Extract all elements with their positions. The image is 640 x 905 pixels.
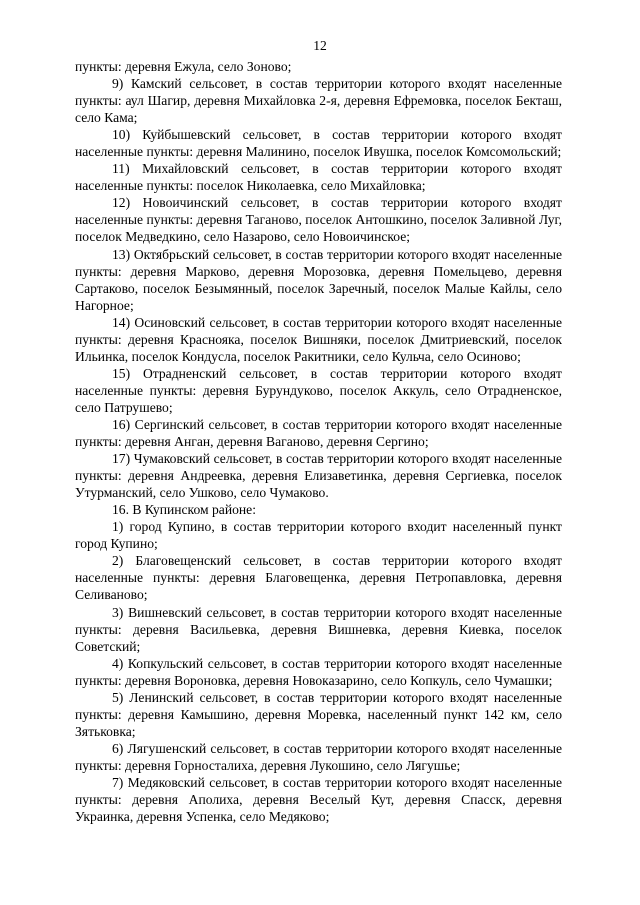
paragraph: 10) Куйбышевский сельсовет, в состав территории которого входят населенные пункты: деревня Малинино, поселок Ивушка, поселок Комсомольский; [75,127,562,160]
paragraph: 7) Медяковский сельсовет, в состав территории которого входят населенные пункты: деревня Аполиха, деревня Веселый Кут, деревня Спасск, деревня Украинка, деревня Успенка, село Медяково; [75,774,562,825]
paragraph: 14) Осиновский сельсовет, в состав территории которого входят населенные пункты: деревня Краснояка, поселок Вишняки, поселок Дмитриевский, поселок Ильинка, поселок Кондусла, поселок Ракитники, село Кульча, село Осиново; [75,314,562,364]
paragraph: 17) Чумаковский сельсовет, в состав территории которого входят населенные пункты: деревня Андреевка, деревня Елизаветинка, деревня Сергиевка, поселок Утурманский, село Ушково, село Чумаково. [75,451,562,501]
document-body [75,58,562,825]
paragraph: 16. В Купинском районе: [112,502,256,518]
paragraph: 6) Лягушенский сельсовет, в состав территории которого входят населенные пункты: деревня Горносталиха, деревня Лукошино, село Лягушье; [75,740,562,773]
paragraph: 15) Отрадненский сельсовет, в состав территории которого входят населенные пункты: деревня Бурундуково, поселок Аккуль, село Отрадненское, село Патрушево; [75,365,562,415]
paragraph: 1) город Купино, в состав территории которого входит населенный пункт город Купино; [75,519,562,552]
paragraph: 9) Камский сельсовет, в состав территории которого входят населенные пункты: аул Шагир, деревня Михайловка 2-я, деревня Ефремовка, поселок Бекташ, село Кама; [75,76,562,126]
paragraph: 3) Вишневский сельсовет, в состав территории которого входят населенные пункты: деревня Васильевка, деревня Вишневка, деревня Киевка, поселок Советский; [75,604,562,654]
paragraph: 16) Сергинский сельсовет, в состав территории которого входят населенные пункты: деревня Анган, деревня Ваганово, деревня Сергино; [75,416,562,450]
paragraph: 4) Копкульский сельсовет, в состав территории которого входят населенные пункты: деревня Вороновка, деревня Новоказарино, село Копкуль, село Чумашки; [75,655,562,688]
paragraph: 13) Октябрьский сельсовет, в состав территории которого входят населенные пункты: деревня Марково, деревня Морозовка, деревня Помельцево, деревня Сартаково, поселок Безымянный, поселок Заречный, поселок Малые Кайлы, село Нагорное; [75,246,562,313]
paragraph: 11) Михайловский сельсовет, в состав территории которого входят населенные пункты: поселок Николаевка, село Михайловка; [75,161,562,194]
page-number: 12 [313,38,327,53]
paragraph: 5) Ленинский сельсовет, в состав территории которого входят населенные пункты: деревня Камышино, деревня Моревка, населенный пункт 142 км, село Зятьковка; [75,689,562,739]
paragraph: 12) Новоичинский сельсовет, в состав территории которого входят населенные пункты: деревня Таганово, поселок Антошкино, поселок Заливной Луг, поселок Медведкино, село Назарово, село Новоичинское; [75,195,562,245]
paragraph: 2) Благовещенский сельсовет, в состав территории которого входят населенные пункты: деревня Благовещенка, деревня Петропавловка, деревня Селиваново; [75,553,562,603]
paragraph: пункты: деревня Ежула, село Зоново; [75,59,292,74]
